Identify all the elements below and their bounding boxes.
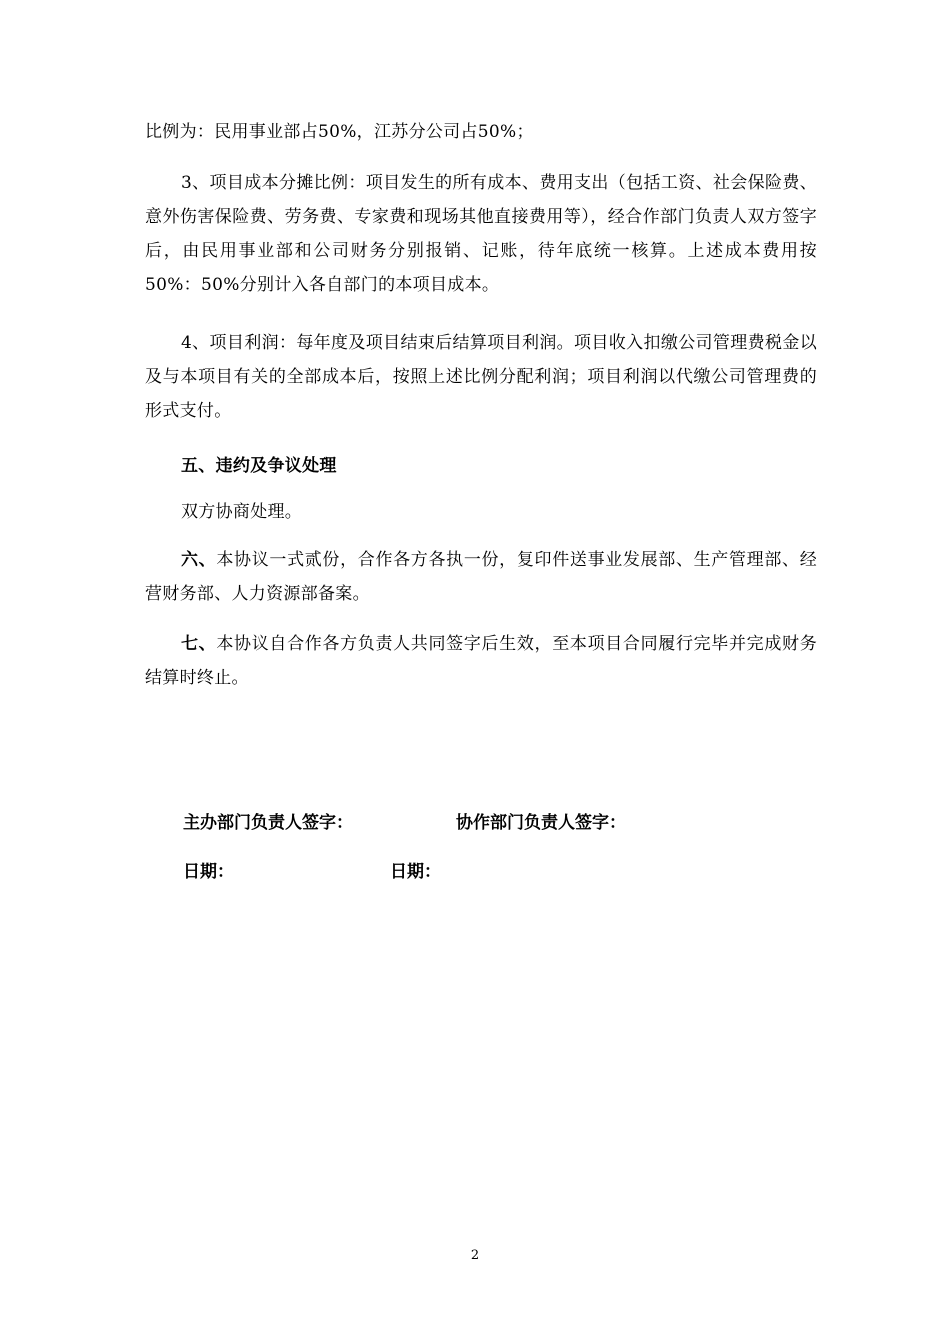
clause-six-label: 六、: [181, 550, 217, 570]
paragraph-cost-allocation-text: 3、项目成本分摊比例：项目发生的所有成本、费用支出（包括工资、社会保险费、意外伤害保险费、劳务费、专家费和现场其他直接费用等），经合作部门负责人双方签字后，由民用事业部和公司财务分别报销、记账，待年底统一核算。上述成本费用按50%：50%分别计入各自部门的本项目成本。: [145, 173, 817, 295]
paragraph-negotiation-text: 双方协商处理。: [181, 502, 303, 522]
paragraph-copies: [145, 543, 817, 611]
section-heading-text: 五、违约及争议处理: [181, 456, 337, 476]
signature-row: [183, 806, 783, 840]
section-heading-breach-dispute: [145, 449, 817, 483]
paragraph-copies-text: 本协议一式贰份，合作各方各执一份，复印件送事业发展部、生产管理部、经营财务部、人力资源部备案。: [145, 550, 817, 604]
paragraph-project-profit: [145, 326, 817, 428]
coop-signature-label: 协作部门负责人签字：: [456, 813, 626, 833]
date-left-label: 日期：: [183, 862, 234, 882]
host-signature-label: 主办部门负责人签字：: [183, 813, 353, 833]
paragraph-ratio: [145, 115, 817, 149]
paragraph-ratio-text: 比例为：民用事业部占50%，江苏分公司占50%；: [145, 122, 534, 142]
paragraph-cost-allocation: [145, 166, 817, 302]
paragraph-effective: [145, 627, 817, 695]
date-row: [183, 855, 783, 889]
paragraph-project-profit-text: 4、项目利润：每年度及项目结束后结算项目利润。项目收入扣缴公司管理费税金以及与本项目有关的全部成本后，按照上述比例分配利润；项目利润以代缴公司管理费的形式支付。: [145, 333, 817, 421]
page-number: 2: [470, 1248, 480, 1263]
paragraph-negotiation: [145, 495, 817, 529]
paragraph-effective-text: 本协议自合作各方负责人共同签字后生效，至本项目合同履行完毕并完成财务结算时终止。: [145, 634, 817, 688]
date-right-label: 日期：: [390, 862, 441, 882]
clause-seven-label: 七、: [181, 634, 217, 654]
